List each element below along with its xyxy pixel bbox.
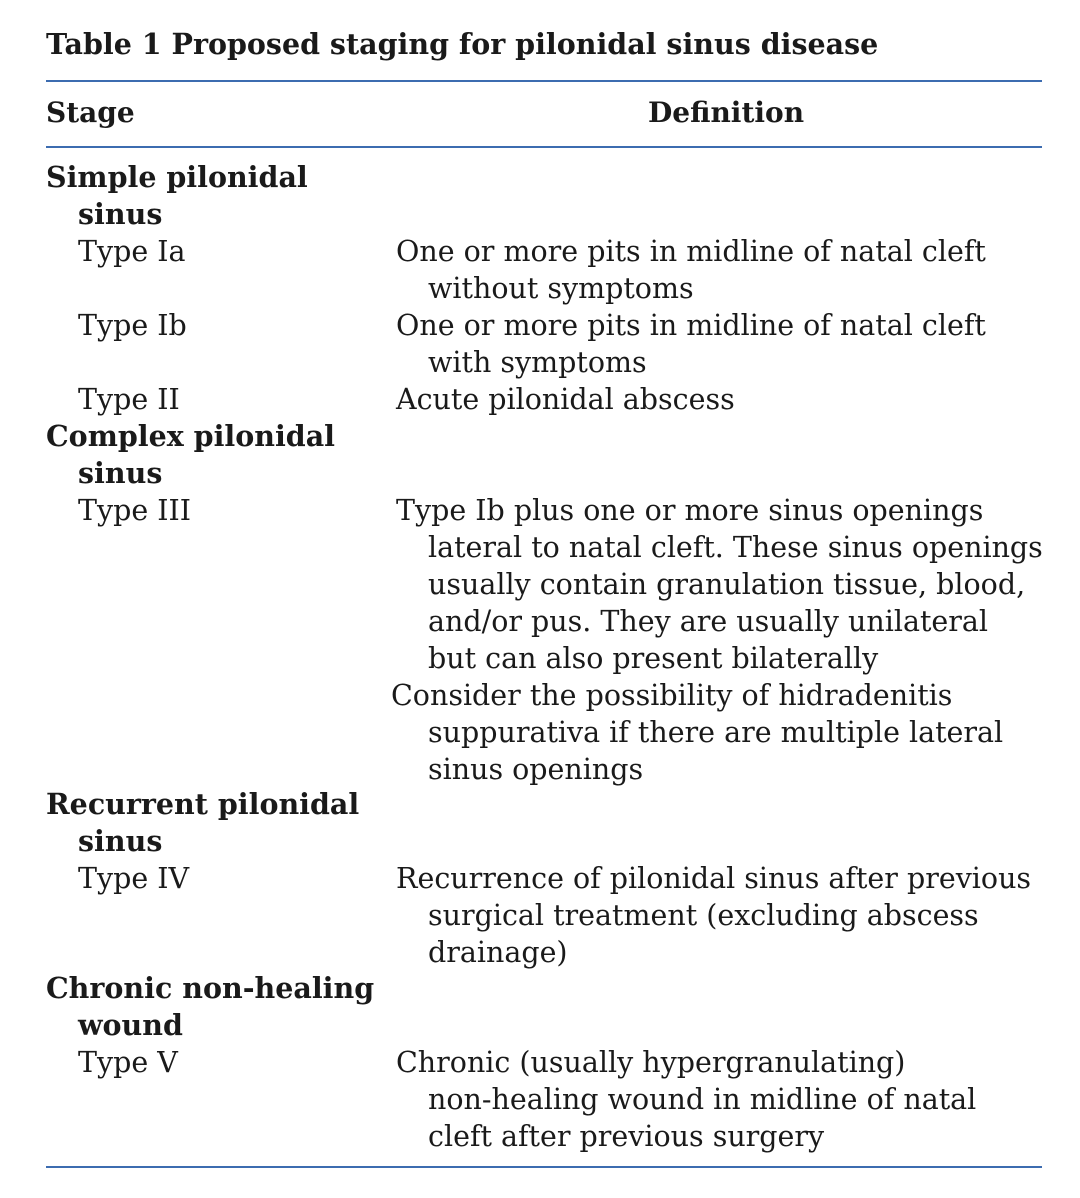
top-rule: [46, 80, 1042, 82]
definition-line: Chronic (usually hypergranulating): [396, 1046, 906, 1079]
stage-group-label: Chronic non-healing: [46, 971, 375, 1005]
stage-group-label-cont: sinus: [78, 456, 163, 490]
stage-group-label-cont: sinus: [78, 824, 163, 858]
stage-definition: [396, 233, 986, 307]
definition-line: and/or pus. They are usually unilateral: [428, 605, 989, 638]
stage-type: Type Ia: [78, 235, 186, 268]
stage-group-recurrent: [46, 786, 386, 860]
stage-type: Type V: [78, 1046, 178, 1079]
header-stage: Stage: [46, 96, 135, 129]
bottom-rule: [46, 1166, 1042, 1168]
stage-group-complex: [46, 418, 386, 492]
definition-line: Recurrence of pilonidal sinus after previous: [396, 862, 1032, 895]
definition-line: but can also present bilaterally: [428, 642, 879, 675]
stage-definition: [396, 1044, 976, 1155]
stage-group-label-cont: wound: [78, 1008, 183, 1042]
header-definition: Definition: [648, 96, 805, 129]
definition-line: with symptoms: [428, 346, 647, 379]
stage-group-simple: [46, 159, 386, 233]
stage-definition-note: [391, 677, 1003, 788]
definition-line: Consider the possibility of hidradenitis: [391, 679, 953, 712]
definition-line: surgical treatment (excluding abscess: [428, 899, 979, 932]
stage-type: Type III: [78, 494, 192, 527]
definition-line: non-healing wound in midline of natal: [428, 1083, 977, 1116]
stage-group-chronic: [46, 970, 386, 1044]
definition-line: One or more pits in midline of natal cleft: [396, 235, 986, 268]
definition-line: drainage): [428, 936, 568, 969]
definition-line: suppurativa if there are multiple lateral: [428, 716, 1004, 749]
stage-group-label-cont: sinus: [78, 197, 163, 231]
stage-type: Type II: [78, 383, 180, 416]
definition-line: without symptoms: [428, 272, 694, 305]
definition-line: cleft after previous surgery: [428, 1120, 825, 1153]
stage-definition: [396, 492, 1043, 677]
definition-line: Type Ib plus one or more sinus openings: [396, 494, 984, 527]
definition-line: usually contain granulation tissue, blood,: [428, 568, 1026, 601]
definition-line: One or more pits in midline of natal cleft: [396, 309, 986, 342]
stage-definition: [396, 307, 986, 381]
stage-type: Type IV: [78, 862, 190, 895]
stage-group-label: Complex pilonidal: [46, 419, 336, 453]
stage-definition: [396, 860, 1031, 971]
stage-definition: [396, 381, 735, 418]
definition-line: Acute pilonidal abscess: [396, 383, 735, 416]
header-rule: [46, 146, 1042, 148]
stage-group-label: Recurrent pilonidal: [46, 787, 360, 821]
definition-line: lateral to natal cleft. These sinus openings: [428, 531, 1043, 564]
definition-line: sinus openings: [428, 753, 644, 786]
stage-type: Type Ib: [78, 309, 187, 342]
table-title: Table 1 Proposed staging for pilonidal sinus disease: [46, 27, 879, 61]
stage-group-label: Simple pilonidal: [46, 160, 308, 194]
